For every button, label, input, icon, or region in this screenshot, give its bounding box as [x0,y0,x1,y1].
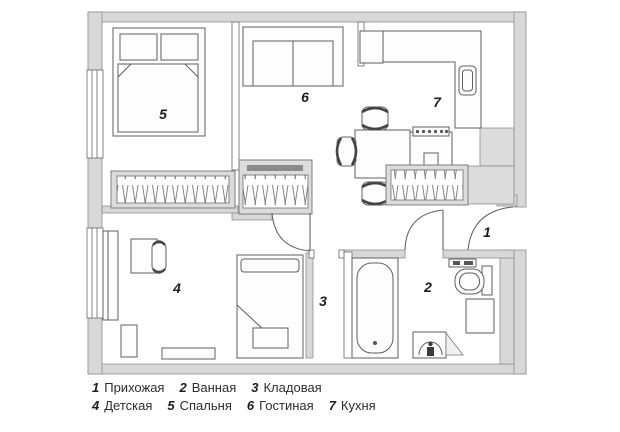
wall-right-bottom [514,250,526,374]
kitchen-sink-icon [459,66,476,95]
room-number-storage: 3 [319,293,327,309]
wall-right-top [514,12,526,207]
legend-room-number: 4 [92,398,100,413]
bathtub-icon [352,258,398,358]
legend-room-name: Прихожая [104,380,165,395]
legend-room-number: 2 [179,380,187,395]
room-number-hallway: 1 [483,224,491,240]
stove-icon [410,127,452,166]
bathroom-sink-icon [413,332,446,358]
wall-top [88,12,526,22]
corner-cabinet-icon [446,333,463,355]
wardrobe-hangers-icon [239,160,312,214]
storage-left-wall [306,253,313,358]
wardrobe-hangers-icon [386,165,468,205]
legend-room-name: Детская [104,398,153,413]
bathroom-door-arc-icon [405,210,443,250]
legend-room-number: 5 [167,398,175,413]
legend-room-name: Спальня [179,398,232,413]
legend-room-name: Кухня [340,398,376,413]
cabinet-icon [121,325,137,357]
living-furniture [239,27,343,214]
wall-storage-bath [344,252,352,358]
children-furniture [103,231,303,359]
legend-item [167,398,231,414]
chair-icon [337,137,356,166]
room-number-kitchen: 7 [433,94,441,110]
legend-room-name: Гостиная [259,398,314,413]
bathroom-right-wall [500,250,514,364]
legend-row [92,398,376,414]
desk-chair-icon [152,242,166,273]
room-number-living: 6 [301,89,309,105]
wall-left-segment [88,318,102,374]
wall-left-segment [88,12,102,70]
legend-room-number: 1 [92,380,100,395]
room-number-bedroom: 5 [159,106,167,122]
legend-room-number: 7 [328,398,336,413]
wall-bottom [88,364,526,374]
bathroom-top-wall-right [443,250,514,258]
single-bed-icon [237,255,303,358]
kitchen-wall-block [480,128,514,166]
legend-item [92,380,164,396]
room-number-bathroom: 2 [424,279,432,295]
legend-room-number: 6 [246,398,255,413]
cabinet-icon [360,31,383,63]
legend-room-name: Кладовая [263,380,322,395]
bathroom-furniture [352,258,494,358]
bedroom-furniture [111,28,235,208]
kitchen-wall-block [468,166,514,204]
toilet-icon [455,266,492,295]
legend-item [251,380,321,396]
chair-icon [362,182,388,205]
wall-shelf-icon [449,259,476,267]
storage-door-jamb [339,250,344,258]
shelf-icon [162,348,215,359]
children-room-door-arc-icon [272,213,310,251]
legend-item [179,380,236,396]
legend-item [329,398,376,414]
washing-machine-icon [466,299,494,333]
window-icon [87,70,103,158]
chair-icon [362,107,388,130]
wall-left-segment [88,158,102,228]
legend [92,380,376,416]
bathroom-top-wall-left [344,250,405,258]
cabinet-icon [103,231,118,320]
legend-room-number: 3 [251,380,259,395]
window-icon [87,228,103,318]
legend-row [92,380,376,396]
legend-item [92,398,152,414]
wall-bedroom-living [232,22,239,170]
legend-room-name: Ванная [191,380,237,395]
sofa-icon [243,27,343,86]
wardrobe-hangers-icon [111,171,235,208]
legend-item [247,398,314,414]
room-number-children: 4 [173,280,181,296]
